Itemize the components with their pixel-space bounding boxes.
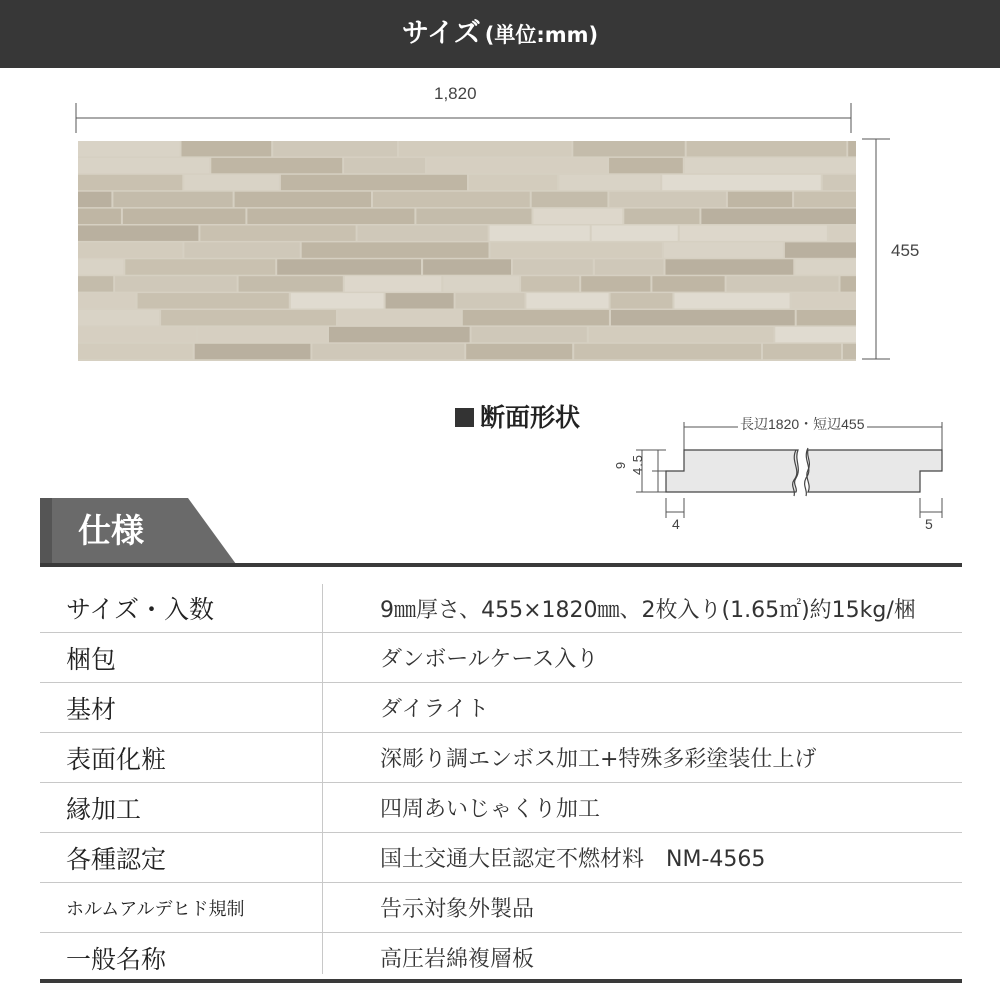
stone-brick — [386, 293, 454, 308]
stone-brick — [358, 226, 488, 241]
stone-brick — [78, 344, 193, 359]
spec-value: 9㎜厚さ、455×1820㎜、2枚入り(1.65㎡)約15kg/梱 — [349, 584, 962, 633]
stone-brick — [829, 226, 856, 241]
spec-value: 告示対象外製品 — [349, 883, 962, 933]
spec-key: 表面化粧 — [40, 733, 349, 783]
stone-brick — [195, 344, 311, 359]
stone-brick — [666, 259, 794, 274]
spec-value: 国土交通大臣認定不燃材料 NM-4565 — [349, 833, 962, 883]
stone-brick — [463, 310, 609, 325]
spec-key: サイズ・入数 — [40, 584, 349, 633]
thickness-label: 9 — [613, 461, 629, 470]
spec-row — [40, 783, 962, 833]
stone-brick — [581, 276, 650, 291]
stone-brick — [841, 276, 857, 291]
stone-brick — [785, 242, 856, 257]
stone-brick — [573, 141, 684, 156]
stone-brick — [198, 327, 327, 342]
spec-row — [40, 683, 962, 733]
stone-brick — [469, 175, 557, 190]
step-height-label: 4.5 — [630, 453, 646, 476]
stone-brick — [78, 226, 198, 241]
spec-key: 縁加工 — [40, 783, 349, 833]
stone-brick — [652, 276, 724, 291]
spec-value: 深彫り調エンボス加工+特殊多彩塗装仕上げ — [349, 733, 962, 783]
header-unit: (単位:mm) — [484, 23, 599, 47]
stone-brick — [794, 192, 856, 207]
stone-brick — [532, 192, 608, 207]
stone-brick — [184, 242, 299, 257]
stone-brick — [624, 209, 699, 224]
stone-brick — [763, 344, 841, 359]
stone-brick — [728, 192, 792, 207]
stone-brick — [472, 327, 587, 342]
stone-brick — [235, 192, 371, 207]
stone-brick — [609, 158, 683, 173]
stone-brick — [823, 175, 856, 190]
stone-brick — [239, 276, 343, 291]
spec-row — [40, 933, 962, 983]
stone-brick — [200, 226, 355, 241]
board-profile — [666, 450, 798, 492]
stone-brick — [184, 175, 279, 190]
stone-brick — [797, 310, 856, 325]
stone-brick — [78, 141, 179, 156]
stone-brick — [423, 259, 511, 274]
spec-value: ダンボールケース入り — [349, 633, 962, 683]
stone-brick — [78, 310, 159, 325]
stone-brick — [338, 310, 461, 325]
stone-brick — [78, 158, 209, 173]
stone-brick — [113, 192, 232, 207]
stone-brick — [611, 293, 673, 308]
stone-brick — [329, 327, 470, 342]
stone-brick — [78, 293, 136, 308]
cross-section-heading — [455, 398, 580, 434]
stone-brick — [675, 293, 790, 308]
stone-brick — [526, 293, 608, 308]
stone-brick — [701, 209, 856, 224]
cross-section-heading-text: 断面形状 — [480, 403, 581, 432]
spec-key: 梱包 — [40, 633, 349, 683]
stone-brick — [466, 344, 572, 359]
stone-brick — [373, 192, 530, 207]
spec-row — [40, 883, 962, 933]
stone-brick — [727, 276, 839, 291]
stone-brick — [574, 344, 761, 359]
spec-key: 一般名称 — [66, 944, 167, 974]
stone-brick — [513, 259, 593, 274]
stone-brick — [592, 226, 678, 241]
stone-brick — [247, 209, 414, 224]
stone-brick — [609, 192, 726, 207]
stone-texture — [78, 141, 856, 361]
spec-key: ホルムアルデヒド規制 — [40, 883, 349, 933]
stone-brick — [521, 276, 579, 291]
header-title-text: サイズ — [401, 18, 481, 49]
stone-panel-image — [78, 141, 856, 361]
stone-brick — [589, 327, 774, 342]
stone-brick — [115, 276, 237, 291]
spec-key: 基材 — [40, 683, 349, 733]
stone-brick — [78, 327, 196, 342]
stone-brick — [78, 242, 182, 257]
spec-value: ダイライト — [349, 683, 962, 733]
spec-title: 仕様 — [78, 511, 144, 550]
stone-brick — [687, 141, 847, 156]
stone-brick — [775, 327, 856, 342]
stone-brick — [611, 310, 795, 325]
spec-top-rule — [40, 563, 962, 567]
stone-brick — [662, 175, 821, 190]
stone-brick — [277, 259, 421, 274]
stone-brick — [443, 276, 519, 291]
spec-row — [40, 733, 962, 783]
spec-value: 高圧岩綿複層板 — [380, 947, 535, 972]
stone-brick — [559, 175, 660, 190]
stone-brick — [534, 209, 623, 224]
square-bullet-icon — [455, 408, 474, 427]
stone-brick — [125, 259, 275, 274]
stone-brick — [399, 141, 571, 156]
spec-value: 四周あいじゃくり加工 — [349, 783, 962, 833]
right-lip-label: 5 — [925, 516, 933, 532]
stone-brick — [78, 276, 113, 291]
stone-brick — [456, 293, 525, 308]
stone-brick — [273, 141, 397, 156]
spec-key: 各種認定 — [40, 833, 349, 883]
stone-brick — [211, 158, 342, 173]
stone-brick — [344, 158, 425, 173]
spec-table — [40, 584, 962, 982]
height-label: 455 — [891, 241, 920, 260]
stone-brick — [138, 293, 289, 308]
stone-brick — [291, 293, 384, 308]
stone-brick — [843, 344, 856, 359]
spec-row — [40, 584, 962, 633]
width-label: 1,820 — [434, 84, 477, 103]
stone-brick — [302, 242, 489, 257]
stone-brick — [161, 310, 336, 325]
stone-brick — [78, 192, 111, 207]
stone-brick — [595, 259, 664, 274]
stone-brick — [123, 209, 245, 224]
stone-brick — [312, 344, 464, 359]
stone-brick — [345, 276, 442, 291]
stone-brick — [792, 293, 856, 308]
stone-brick — [685, 158, 856, 173]
stone-brick — [491, 242, 662, 257]
cross-section-top-label: 長辺1820・短辺455 — [740, 416, 865, 432]
stone-brick — [281, 175, 467, 190]
stone-brick — [664, 242, 783, 257]
stone-brick — [490, 226, 590, 241]
stone-brick — [182, 141, 272, 156]
stone-brick — [795, 259, 856, 274]
stone-brick — [427, 158, 607, 173]
spec-row — [40, 633, 962, 683]
spec-bottom-rule — [40, 979, 962, 983]
stone-brick — [680, 226, 827, 241]
board-profile-right — [807, 450, 942, 492]
stone-brick — [78, 175, 182, 190]
stone-brick — [78, 209, 121, 224]
left-lip-label: 4 — [672, 516, 680, 532]
stone-brick — [78, 259, 123, 274]
stone-brick — [416, 209, 531, 224]
spec-row — [40, 833, 962, 883]
stone-brick — [848, 141, 856, 156]
